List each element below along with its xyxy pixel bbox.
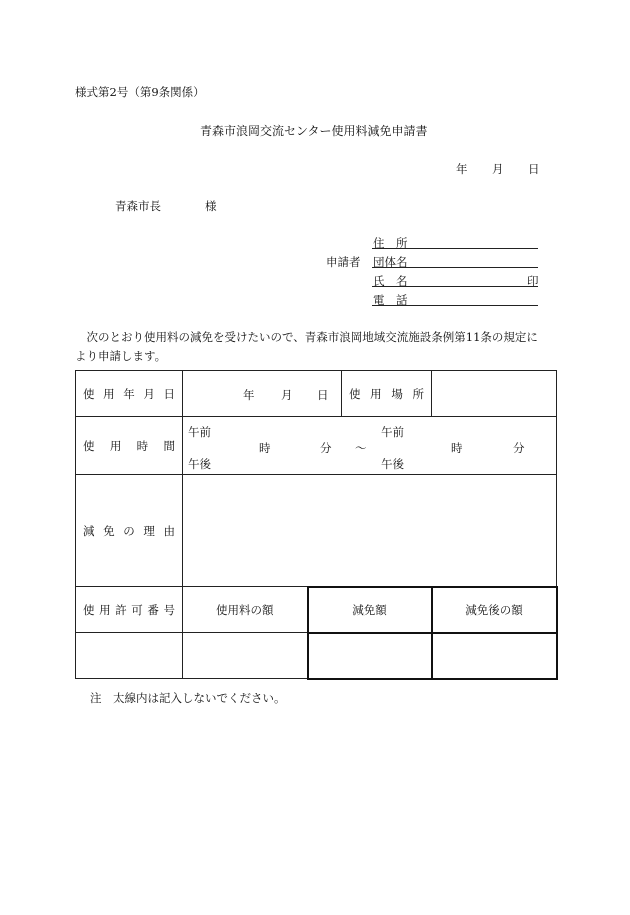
applicant-name-label: 氏 名: [373, 274, 408, 288]
use-time-label-cell: [76, 417, 183, 475]
end-hour-label: 時: [451, 440, 463, 455]
applicant-group-label: 団体名: [373, 255, 408, 269]
end-pm-label: 午後: [381, 456, 404, 471]
reason-label: 減 免 の 理 由: [83, 523, 175, 538]
applicant-phone-label: 電 話: [373, 293, 408, 307]
use-date-label-cell: [76, 371, 183, 417]
applicant-address-field[interactable]: [372, 248, 538, 249]
body-line-2: より申請します。: [75, 349, 167, 363]
use-date-year: 年: [243, 387, 255, 402]
addressee-honorific: 様: [205, 199, 217, 213]
start-pm-label: 午後: [188, 456, 211, 471]
date-month-label: 月: [492, 162, 504, 176]
use-date-field[interactable]: [183, 371, 342, 417]
start-minute-label: 分: [320, 440, 332, 455]
after-reduction-header: 減免後の額: [432, 587, 557, 633]
date-year-label: 年: [456, 162, 468, 176]
reason-field[interactable]: [183, 475, 557, 587]
start-hour-label: 時: [259, 440, 271, 455]
date-day-label: 日: [528, 162, 540, 176]
end-minute-label: 分: [513, 440, 525, 455]
fee-header: 使用料の額: [183, 587, 308, 633]
use-date-day: 日: [317, 387, 329, 402]
applicant-address-label: 住 所: [373, 236, 408, 250]
permit-number-field[interactable]: [76, 633, 183, 679]
permit-number-label: 使 用 許 可 番 号: [83, 602, 175, 617]
start-am-label: 午前: [188, 424, 211, 439]
application-table: [75, 370, 558, 680]
use-time-label: 使 用 時 間: [83, 438, 175, 453]
addressee-name: 青森市長: [115, 199, 161, 213]
end-am-label: 午前: [381, 424, 404, 439]
applicant-name-field[interactable]: [372, 286, 538, 287]
use-date-month: 月: [281, 387, 293, 402]
applicant-group-field[interactable]: [372, 267, 538, 268]
seal-mark: 印: [527, 274, 539, 288]
footnote: 注 太線内は記入しないでください。: [90, 691, 286, 705]
reduction-amount-field: [308, 633, 432, 679]
use-time-field[interactable]: [183, 417, 557, 475]
applicant-label: 申請者: [326, 255, 361, 269]
reason-label-cell: [76, 475, 183, 587]
use-date-label: 使 用 年 月 日: [83, 386, 175, 401]
document-title: 青森市浪岡交流センター使用料減免申請書: [200, 124, 428, 138]
use-place-label-cell: [342, 371, 432, 417]
permit-label-cell: [76, 587, 183, 633]
use-place-label: 使 用 場 所: [349, 386, 424, 401]
time-range-tilde: ～: [355, 440, 367, 455]
form-reference: 様式第2号（第9条関係）: [75, 85, 205, 99]
use-place-field[interactable]: [432, 371, 557, 417]
fee-amount-field[interactable]: [183, 633, 308, 679]
body-line-1: 次のとおり使用料の減免を受けたいので、青森市浪岡地域交流施設条例第11条の規定に: [75, 330, 538, 344]
applicant-phone-field[interactable]: [372, 305, 538, 306]
reduction-header: 減免額: [308, 587, 432, 633]
after-reduction-amount-field: [432, 633, 557, 679]
